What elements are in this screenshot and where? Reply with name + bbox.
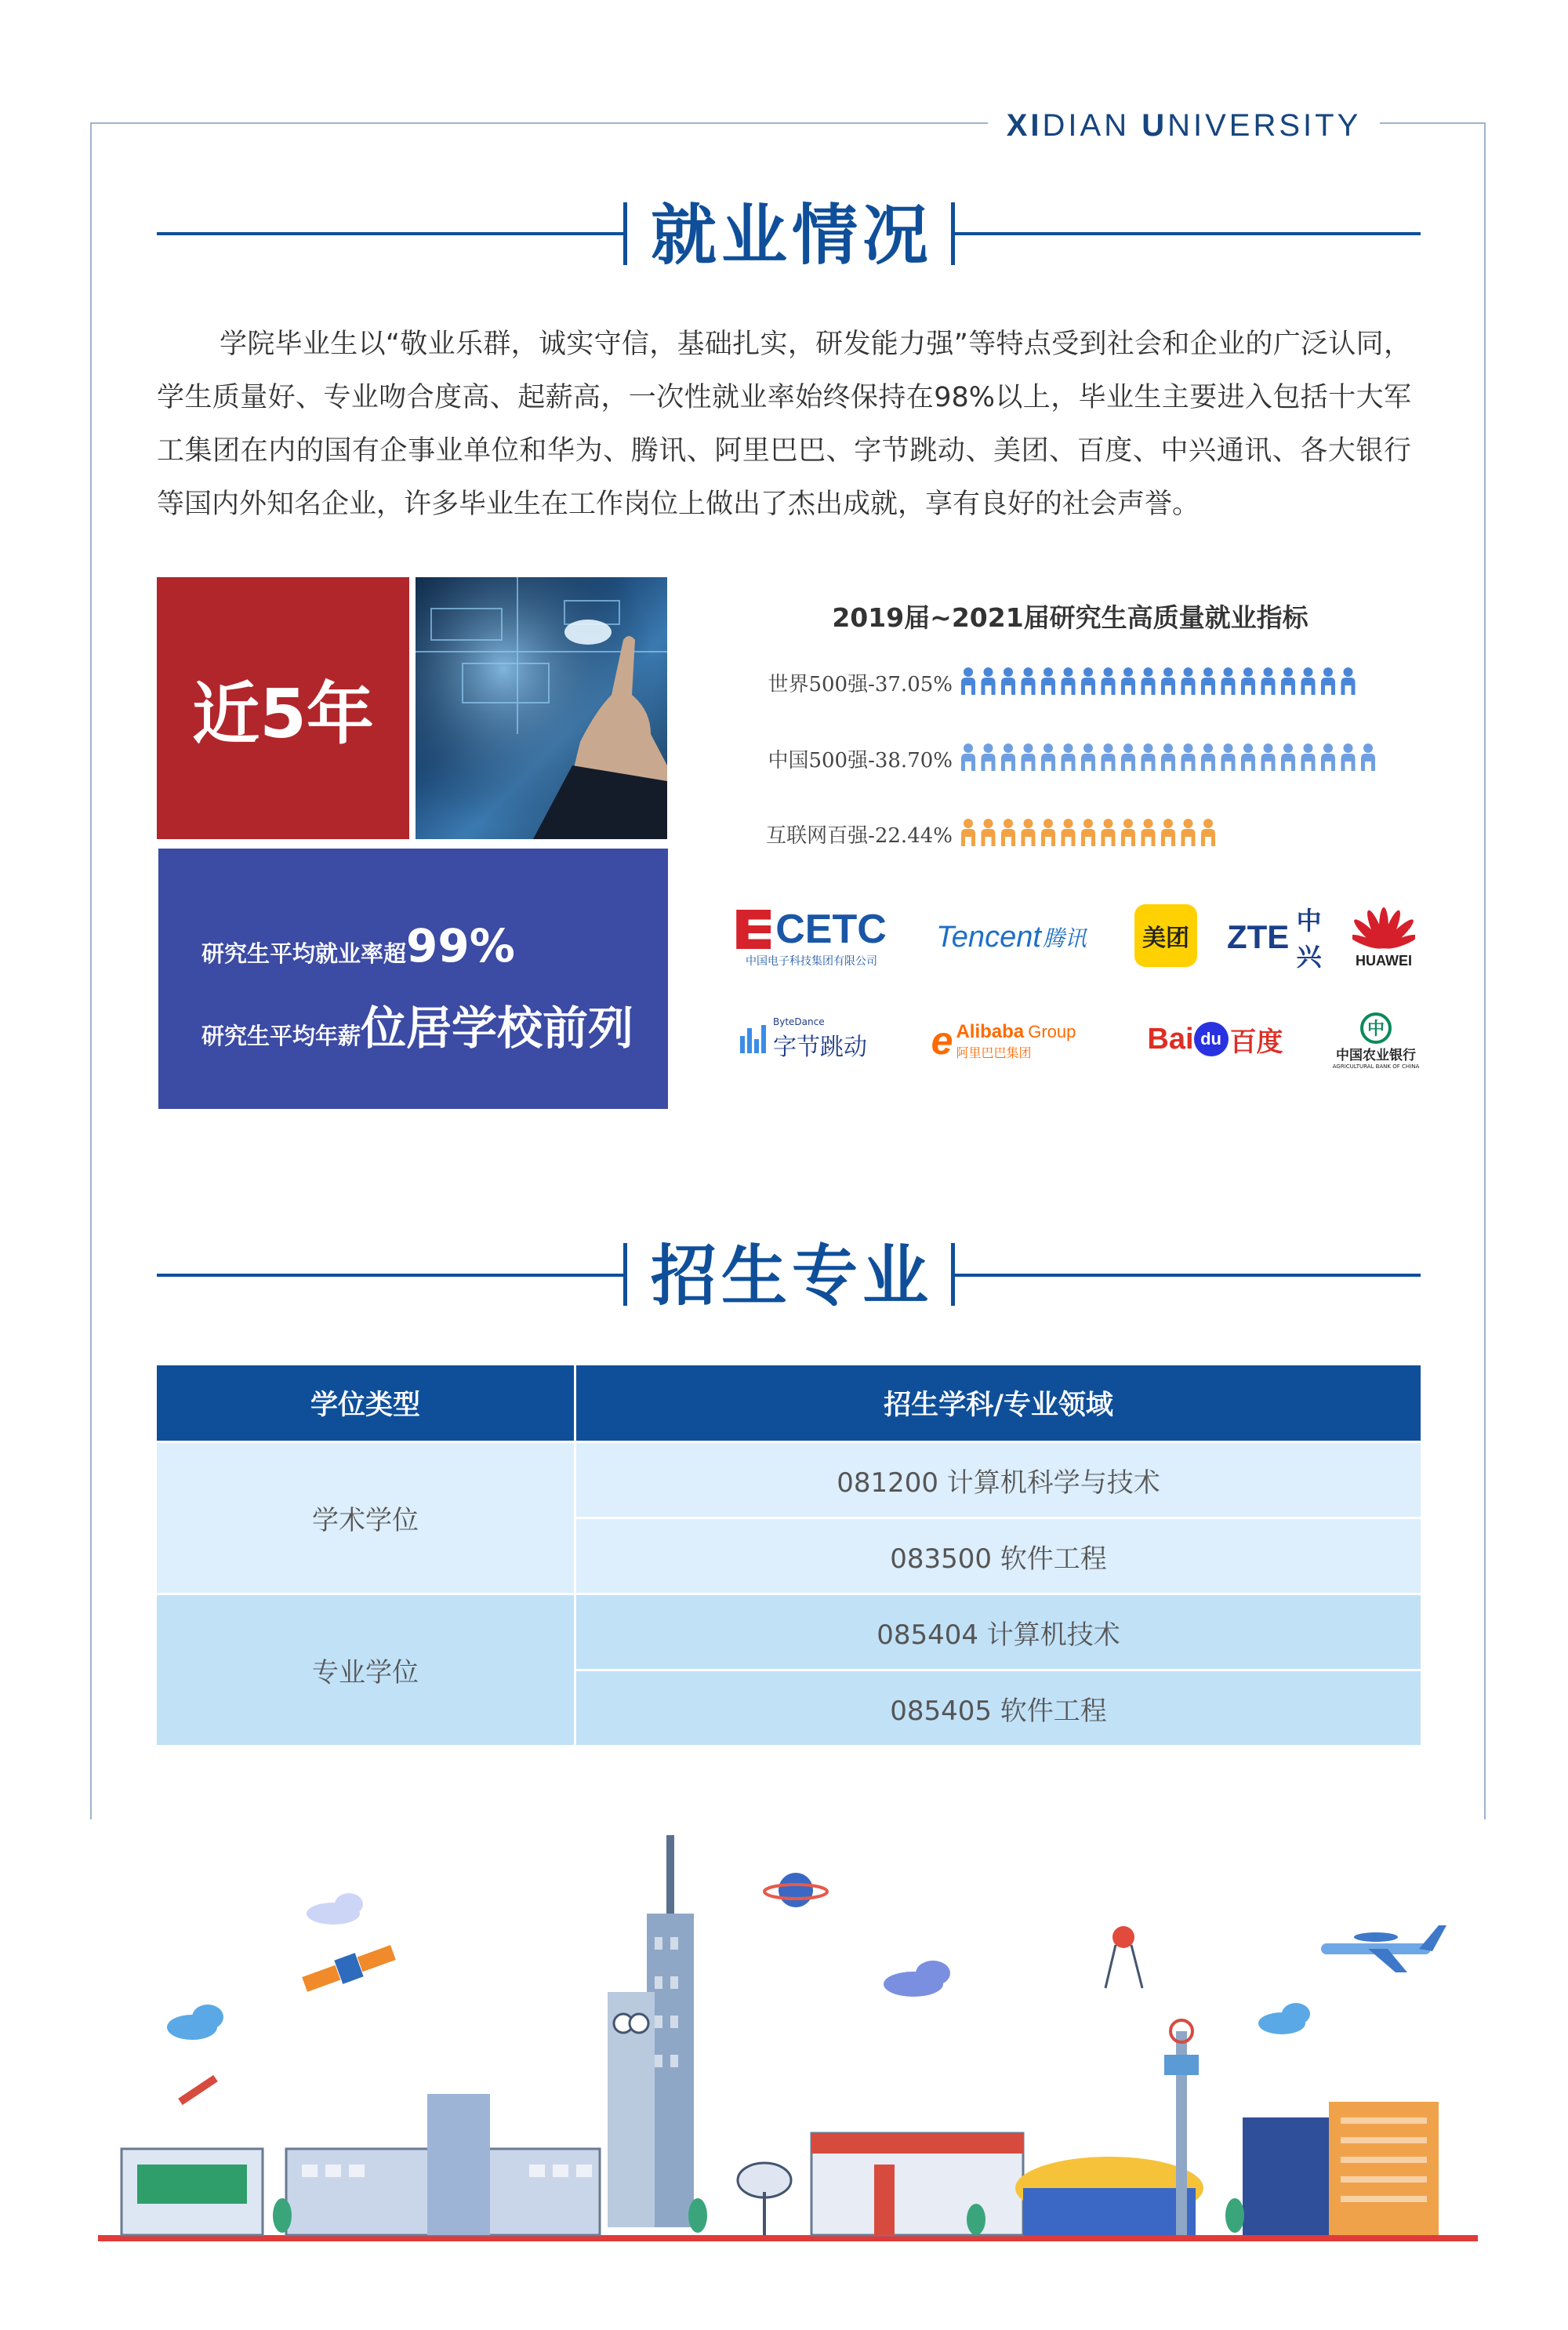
zte-logo: ZTE 中兴 [1227,906,1322,972]
person-icon [1081,819,1095,846]
person-icon [1041,819,1055,846]
major-cell: 081200 计算机科学与技术 [575,1442,1421,1518]
person-icon [1121,667,1135,695]
person-icon [1221,667,1236,695]
indicator-row-internet100 [753,814,1384,853]
meituan-logo: 美团 [1134,904,1197,967]
university-brand: XIDIAN UNIVERSITY [988,104,1380,147]
people-icons [960,667,1384,698]
person-icon [1062,743,1076,771]
person-icon [1341,743,1356,771]
person-icon [1221,743,1236,771]
degree-academic: 学术学位 [157,1442,575,1594]
alibaba-mark-icon: e [931,1019,953,1063]
right-buildings [1243,2102,1439,2235]
table-header-row [157,1365,1421,1442]
table-row [157,1594,1421,1670]
person-icon [1081,667,1095,695]
museum-building [811,2133,1023,2235]
person-icon [961,743,975,771]
person-icon [1161,819,1175,846]
person-icon [1121,819,1135,846]
major-cell: 083500 软件工程 [575,1518,1421,1594]
stat-employment-rate: 研究生平均就业率超99% [201,919,515,972]
person-icon [982,743,996,771]
person-icon [1201,743,1215,771]
person-icon [1161,667,1175,695]
person-icon [1301,743,1316,771]
table-row [157,1442,1421,1518]
indicator-label: 互联网百强-22.44% [766,823,953,848]
indicator-label: 世界500强-37.05% [768,672,953,696]
person-icon [1102,743,1116,771]
section-title-employment: 就业情况 [650,197,933,274]
person-icon [1142,743,1156,771]
huawei-logo: HUAWEI [1345,898,1423,976]
salary-stats-panel [158,849,668,1109]
alibaba-logo: e Alibaba Group 阿里巴巴集团 [931,1019,1076,1063]
person-icon [1281,667,1295,695]
person-icon [1142,667,1156,695]
degree-professional: 专业学位 [157,1594,575,1746]
person-icon [1062,819,1076,846]
cetc-logo: CETC 中国电子科技集团有限公司 [733,902,890,972]
person-icon [1161,743,1175,771]
section-rule-left [157,232,623,235]
person-icon [1081,743,1095,771]
section-rule-left [157,1274,623,1277]
people-icons [960,818,1384,849]
baidu-paw-icon: du [1194,1022,1229,1056]
bytedance-logo: ByteDance 字节跳动 [737,1012,870,1067]
person-icon [1301,667,1316,695]
person-icon [1022,667,1036,695]
abc-bank-logo: 中 中国农业银行 AGRICULTURAL BANK OF CHINA [1325,1005,1427,1076]
person-icon [961,667,975,695]
person-icon [961,819,975,846]
person-icon [1041,667,1055,695]
person-icon [1181,667,1196,695]
person-icon [1241,743,1255,771]
person-icon [1121,743,1135,771]
major-cell: 085405 软件工程 [575,1670,1421,1746]
years-badge: 近5年 [157,577,409,839]
abc-coin-icon: 中 [1360,1012,1392,1044]
indicator-row-china500 [753,739,1384,778]
majors-table [157,1365,1421,1745]
person-icon [1022,743,1036,771]
person-icon [1102,819,1116,846]
person-icon [1022,819,1036,846]
section-rule-right [955,232,1421,235]
person-icon [1321,667,1335,695]
person-icon [1341,667,1356,695]
person-icon [1001,743,1015,771]
major-cell: 085404 计算机技术 [575,1594,1421,1670]
person-icon [1201,819,1215,846]
person-icon [1321,743,1335,771]
person-icon [1062,667,1076,695]
section-bracket-left [623,1243,627,1306]
person-icon [1001,667,1015,695]
section-bracket-left [623,202,627,265]
person-icon [1102,667,1116,695]
person-icon [1361,743,1375,771]
person-icon [1201,667,1215,695]
person-icon [1142,819,1156,846]
campus-skyline-illustration [90,1819,1486,2248]
indicator-label: 中国500强-38.70% [768,748,953,772]
person-icon [1181,743,1196,771]
stat-salary: 研究生平均年薪位居学校前列 [201,1001,634,1055]
person-icon [1001,819,1015,846]
person-icon [1281,743,1295,771]
person-icon [1041,743,1055,771]
col-degree-type: 学位类型 [157,1365,575,1442]
section-title-majors: 招生专业 [650,1238,933,1314]
person-icon [1181,819,1196,846]
person-icon [1261,667,1276,695]
indicator-row-world500 [753,663,1384,702]
cetc-mark-icon [736,910,771,949]
people-icons [960,743,1384,774]
person-icon [982,667,996,695]
stadium-building [1015,2157,1203,2235]
tencent-logo: Tencent 腾讯 [936,920,1087,954]
employment-intro: 学院毕业生以“敬业乐群，诚实守信，基础扎实，研发能力强”等特点受到社会和企业的广泛认同，学生质量好、专业吻合度高、起薪高，一次性就业率始终保持在98%以上，毕业生主要进入包括十大军工集团在内的国有企事业单位和华为、腾讯、阿里巴巴、字节跳动、美团、百度、中兴通讯、各大银行等国内外知名企业，许多毕业生在工作岗位上做出了杰出成就，享有良好的社会声誉。 [157,329,1412,520]
indicators-title: 2019届~2021届研究生高质量就业指标 [832,602,1308,633]
business-photo [416,577,667,839]
bytedance-bars-icon [740,1023,768,1055]
person-icon [1241,667,1255,695]
person-icon [1261,743,1276,771]
col-discipline: 招生学科/专业领域 [575,1365,1421,1442]
baidu-logo: Bai du 百度 [1147,1022,1283,1058]
person-icon [982,819,996,846]
huawei-petals-icon [1352,906,1415,953]
section-rule-right [955,1274,1421,1277]
